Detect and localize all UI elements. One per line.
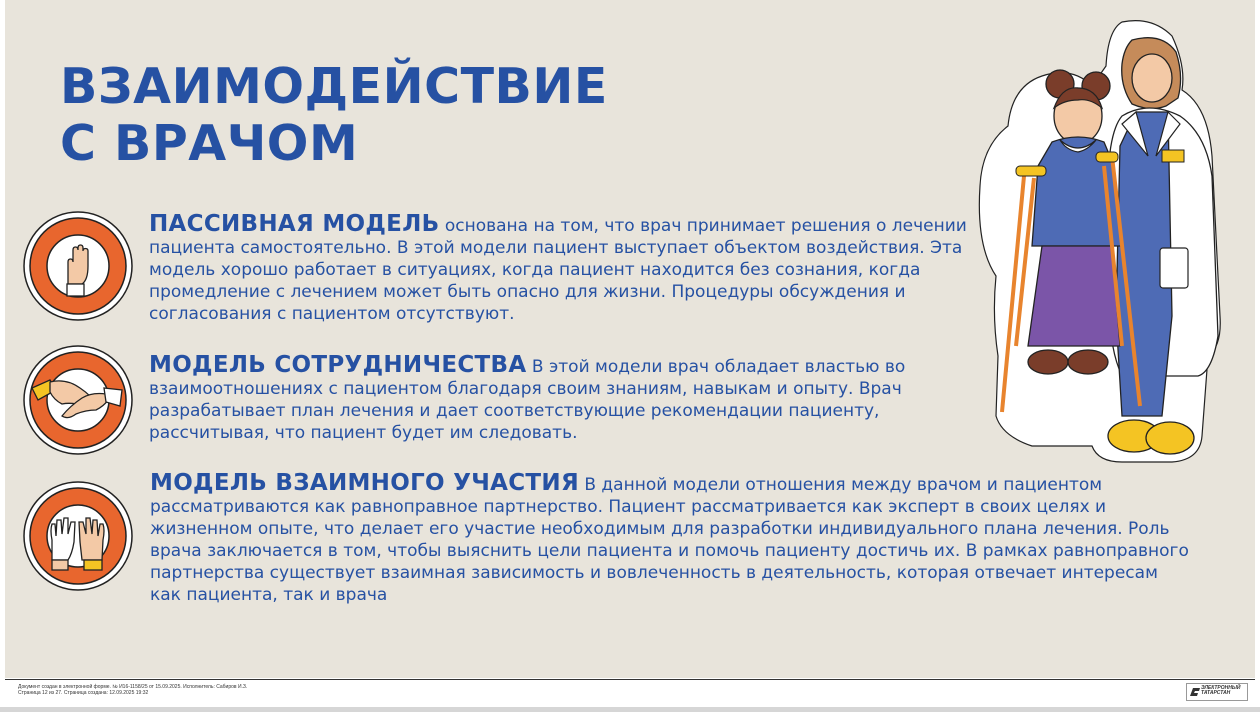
- logo-line-1: ЭЛЕКТРОННЫЙ: [1201, 685, 1241, 691]
- raised-hand-icon: [22, 210, 134, 322]
- passive-model-block: [149, 213, 989, 325]
- logo-line-2: ТАТАРСТАН: [1201, 690, 1231, 696]
- cooperation-model-block: [149, 354, 949, 444]
- footer-line-2: Страница 12 из 27. Страница создана: 12.09.2025 19:32: [18, 690, 149, 696]
- cooperation-model-text: В этой модели врач обладает властью во взаимоотношениях с пациентом благодаря своим знаниям, навыкам и опыту. Врач разрабатывает план лечения и дает соответствующие рекомендации пациенту, рассчитывая, что пациент будет им следовать.: [149, 357, 906, 443]
- logo-icon: [1189, 687, 1201, 697]
- footer-divider: [5, 679, 1255, 680]
- electronic-tatarstan-logo: [1186, 683, 1248, 701]
- mutual-participation-model-block: [150, 472, 1190, 606]
- two-hands-icon: [22, 480, 134, 592]
- page-title: [60, 58, 608, 172]
- logo-text: [1201, 686, 1240, 696]
- title-line-1: ВЗАИМОДЕЙСТВИЕ: [60, 58, 608, 115]
- doctor-and-patient-illustration: [972, 16, 1222, 466]
- footer-line-1: Документ создан в электронной форме. № И16-1158/25 от 15.09.2025. Исполнитель: Сабиров И.З.: [18, 684, 248, 690]
- cooperation-model-heading: МОДЕЛЬ СОТРУДНИЧЕСТВА: [149, 352, 527, 378]
- title-line-2: С ВРАЧОМ: [60, 115, 359, 172]
- mutual-participation-model-heading: МОДЕЛЬ ВЗАИМНОГО УЧАСТИЯ: [150, 470, 579, 496]
- bottom-strip: [0, 707, 1260, 712]
- passive-model-text: основана на том, что врач принимает решения о лечении пациента самостоятельно. В этой модели пациент выступает объектом воздействия. Эта модель хорошо работает в ситуациях, когда пациент находится без сознания, когда промедление с лечением может быть опасно для жизни. Процедуры обсуждения и согласования с пациентом отсутствуют.: [149, 216, 967, 324]
- handshake-icon: [22, 344, 134, 456]
- mutual-participation-model-text: В данной модели отношения между врачом и пациентом рассматриваются как равноправное партнерство. Пациент рассматривается как эксперт в своих целях и жизненном опыте, что делает его участие необходимым для разработки индивидуального плана лечения. Роль врача заключается в том, чтобы выяснить цели пациента и помочь пациенту достичь их. В рамках равноправного партнерства существует взаимная зависимость и вовлеченность в деятельность, которая отвечает интересам как пациента, так и врача: [150, 475, 1189, 605]
- passive-model-heading: ПАССИВНАЯ МОДЕЛЬ: [149, 211, 440, 237]
- document-footer: [18, 684, 247, 696]
